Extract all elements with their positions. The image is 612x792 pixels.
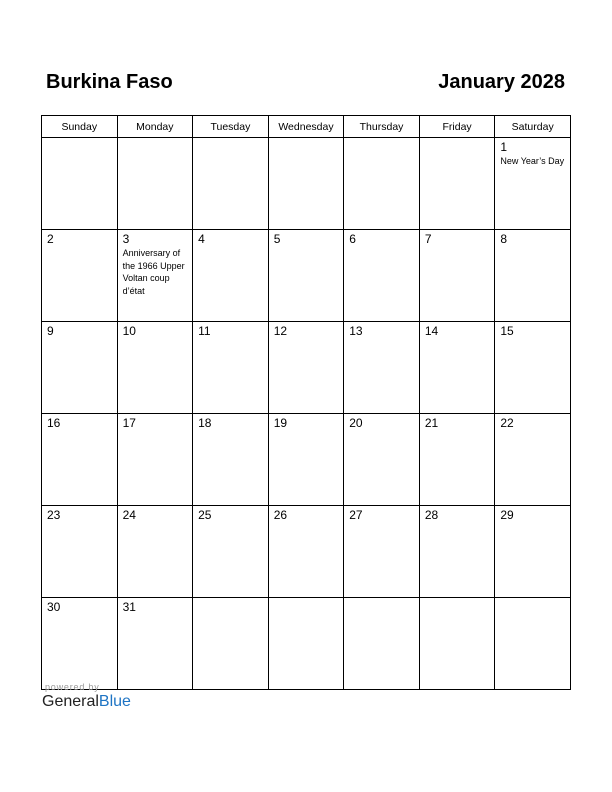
month-year-title: January 2028 xyxy=(438,71,565,93)
day-number: 6 xyxy=(349,232,356,246)
day-number: 15 xyxy=(500,324,514,338)
day-number: 5 xyxy=(273,232,281,246)
day-number: 9 xyxy=(47,324,54,338)
day-number: 29 xyxy=(500,508,514,522)
day-cell xyxy=(495,506,571,598)
day-number: 11 xyxy=(198,324,211,338)
brand-general-text: General xyxy=(42,693,99,710)
day-cell xyxy=(117,138,193,230)
day-number: 28 xyxy=(424,508,439,522)
brand-blue-text: Blue xyxy=(98,693,131,710)
weekday-header-thursday: Thursday xyxy=(344,116,420,138)
day-cell xyxy=(344,414,420,506)
day-cell xyxy=(268,506,344,598)
week-row xyxy=(42,506,571,598)
day-number: 3 xyxy=(122,232,130,246)
day-cell xyxy=(495,322,571,414)
day-cell xyxy=(419,322,495,414)
day-number: 27 xyxy=(349,508,363,522)
day-number: 14 xyxy=(424,324,439,338)
week-row xyxy=(42,414,571,506)
day-cell xyxy=(117,414,193,506)
calendar-grid xyxy=(41,115,571,690)
day-cell xyxy=(419,138,495,230)
day-number: 10 xyxy=(122,324,136,338)
weekday-header-tuesday: Tuesday xyxy=(193,116,269,138)
day-number: 4 xyxy=(198,232,205,246)
day-number: 19 xyxy=(273,416,288,430)
day-cell xyxy=(268,414,344,506)
day-number: 8 xyxy=(500,232,508,246)
day-cell xyxy=(419,506,495,598)
week-row xyxy=(42,322,571,414)
day-cell xyxy=(344,598,420,690)
day-cell xyxy=(117,322,193,414)
day-cell xyxy=(193,598,269,690)
weekday-header-saturday: Saturday xyxy=(495,116,571,138)
day-cell xyxy=(268,138,344,230)
day-cell xyxy=(344,322,420,414)
day-cell xyxy=(42,506,118,598)
day-number: 18 xyxy=(198,416,212,430)
day-number: 13 xyxy=(349,324,363,338)
day-number: 7 xyxy=(424,232,432,246)
weekday-header-wednesday: Wednesday xyxy=(268,116,344,138)
day-number: 22 xyxy=(500,416,514,430)
weekday-header-monday: Monday xyxy=(117,116,193,138)
week-row xyxy=(42,230,571,322)
day-cell xyxy=(495,230,571,322)
weekday-header-sunday: Sunday xyxy=(42,116,118,138)
day-cell xyxy=(42,230,118,322)
day-number: 20 xyxy=(349,416,363,430)
calendar-body xyxy=(42,138,571,690)
powered-by-label: powered by xyxy=(45,682,100,692)
day-number: 1 xyxy=(500,140,508,154)
day-cell xyxy=(42,138,118,230)
day-number: 17 xyxy=(122,416,136,430)
day-cell xyxy=(193,322,269,414)
day-cell xyxy=(344,506,420,598)
day-cell xyxy=(42,598,118,690)
day-number: 2 xyxy=(47,232,54,246)
day-cell xyxy=(268,598,344,690)
day-cell xyxy=(419,230,495,322)
day-cell xyxy=(193,230,269,322)
week-row xyxy=(42,138,571,230)
day-cell xyxy=(193,414,269,506)
day-cell xyxy=(42,322,118,414)
day-cell xyxy=(268,322,344,414)
day-cell xyxy=(117,598,193,690)
country-title: Burkina Faso xyxy=(46,71,173,93)
day-cell xyxy=(495,414,571,506)
day-cell xyxy=(193,506,269,598)
day-number: 25 xyxy=(198,508,212,522)
day-cell xyxy=(344,230,420,322)
day-cell xyxy=(495,138,571,230)
day-cell xyxy=(419,414,495,506)
day-number: 24 xyxy=(122,508,136,522)
day-number: 26 xyxy=(273,508,288,522)
day-cell xyxy=(193,138,269,230)
day-number: 31 xyxy=(122,600,136,614)
generalblue-logo xyxy=(42,693,131,711)
day-number: 30 xyxy=(47,600,61,614)
day-number: 21 xyxy=(424,416,439,430)
day-cell xyxy=(495,598,571,690)
week-row xyxy=(42,598,571,690)
holiday-label: New Year’s Day xyxy=(500,156,565,166)
day-number: 12 xyxy=(273,324,288,338)
day-cell xyxy=(117,230,193,322)
day-cell xyxy=(117,506,193,598)
holiday-label: Anniversary of the 1966 Upper Voltan coup d’état xyxy=(122,248,185,296)
weekday-header-row xyxy=(42,116,571,138)
day-cell xyxy=(42,414,118,506)
day-number: 23 xyxy=(47,508,61,522)
day-cell xyxy=(268,230,344,322)
day-cell xyxy=(419,598,495,690)
day-number: 16 xyxy=(47,416,61,430)
day-cell xyxy=(344,138,420,230)
weekday-header-friday: Friday xyxy=(419,116,495,138)
